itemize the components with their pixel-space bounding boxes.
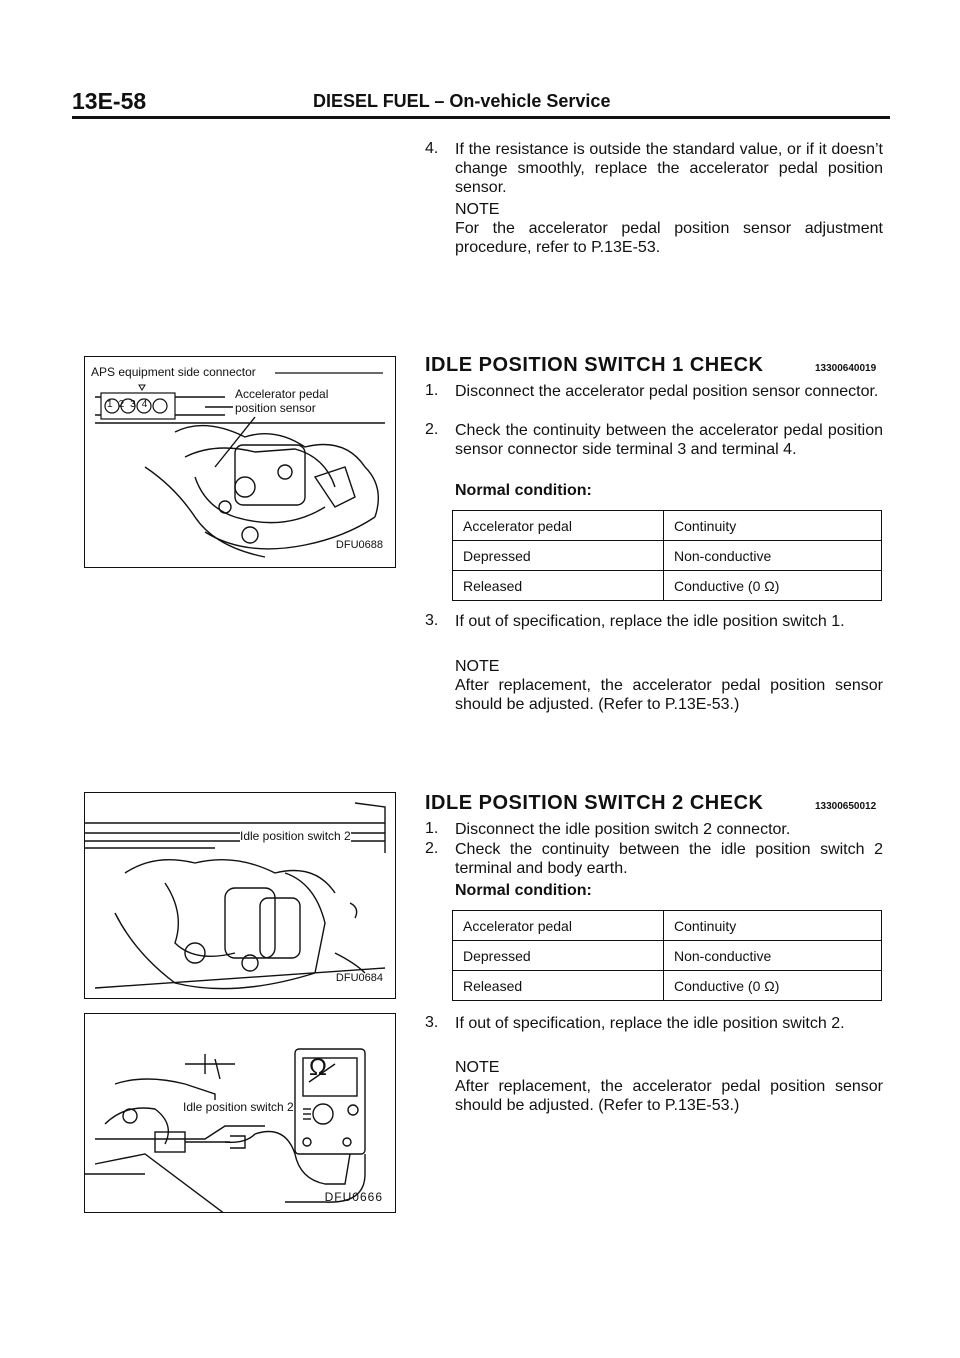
table-row	[453, 541, 882, 571]
step-text: Check the continuity between the idle position switch 2 terminal and body earth.	[455, 841, 883, 877]
figure-code: DFU0688	[335, 539, 383, 551]
section1-heading: IDLE POSITION SWITCH 1 CHECK	[425, 354, 764, 376]
ohm-symbol: Ω	[309, 1054, 327, 1081]
pin-label: 1	[107, 399, 119, 410]
section1-code: 13300640019	[815, 363, 877, 374]
step-text: Check the continuity between the accelerator pedal position sensor connector side terminal 3 and terminal 4.	[455, 422, 883, 458]
note-label: NOTE	[455, 1059, 500, 1076]
figure-aps-connector	[84, 356, 396, 568]
step-number: 2.	[425, 840, 439, 857]
table-cell: Non-conductive	[664, 941, 882, 971]
pin-label: 3	[130, 399, 142, 410]
step-text: Disconnect the accelerator pedal position sensor connector.	[455, 383, 879, 400]
note-label: NOTE	[455, 201, 500, 218]
table-row	[453, 971, 882, 1001]
note-label: NOTE	[455, 658, 500, 675]
pin-numbers	[107, 399, 153, 410]
step-number: 2.	[425, 421, 439, 438]
table-cell: Conductive (0 Ω)	[664, 971, 882, 1001]
switch-label: Idle position switch 2	[240, 829, 351, 843]
connector-label: APS equipment side connector	[91, 365, 256, 379]
step-number: 3.	[425, 612, 439, 629]
page-title: DIESEL FUEL – On-vehicle Service	[313, 91, 611, 111]
table-header-row	[453, 511, 882, 541]
header-rule	[72, 116, 890, 119]
note-text: For the accelerator pedal position sensor adjustment procedure, refer to P.13E-53.	[455, 220, 883, 256]
step-number: 4.	[425, 140, 439, 157]
table-cell: Depressed	[453, 541, 664, 571]
pin-label: 2	[118, 399, 131, 410]
switch-label: Idle position switch 2	[183, 1100, 294, 1114]
spec-table	[452, 910, 882, 1001]
table-header-cell: Accelerator pedal	[453, 511, 664, 541]
table-header-cell: Continuity	[664, 511, 882, 541]
figure-idle-switch-location	[84, 792, 396, 999]
figure-code: DFU0666	[324, 1190, 383, 1204]
sensor-label: Accelerator pedal	[235, 387, 329, 401]
figure-code: DFU0684	[335, 972, 383, 984]
spec-table	[452, 510, 882, 601]
table-header-row	[453, 911, 882, 941]
table-cell: Released	[453, 571, 664, 601]
step-number: 1.	[425, 820, 439, 837]
step-number: 3.	[425, 1014, 439, 1031]
step-text: If out of specification, replace the idle position switch 2.	[455, 1015, 845, 1032]
sensor-label: position sensor	[235, 401, 316, 415]
table-header-cell: Accelerator pedal	[453, 911, 664, 941]
pin-label: 4	[141, 399, 154, 410]
step-text: Disconnect the idle position switch 2 connector.	[455, 821, 791, 838]
engine-illustration	[85, 793, 395, 998]
figure-ohmmeter-check	[84, 1013, 396, 1213]
normal-condition-label: Normal condition:	[455, 882, 592, 899]
normal-condition-label: Normal condition:	[455, 482, 592, 499]
table-row	[453, 941, 882, 971]
table-header-cell: Continuity	[664, 911, 882, 941]
step-text: If out of specification, replace the idle position switch 1.	[455, 613, 845, 630]
intro-step-text: If the resistance is outside the standard value, or if it doesn’t change smoothly, replace the accelerator pedal position sensor.	[455, 141, 883, 196]
table-cell: Depressed	[453, 941, 664, 971]
step-number: 1.	[425, 382, 439, 399]
section2-code: 13300650012	[815, 801, 877, 812]
table-cell: Released	[453, 971, 664, 1001]
page-code: 13E-58	[72, 88, 147, 114]
table-row	[453, 571, 882, 601]
section2-heading: IDLE POSITION SWITCH 2 CHECK	[425, 792, 764, 814]
note-text: After replacement, the accelerator pedal position sensor should be adjusted. (Refer to P.13E-53.)	[455, 677, 883, 713]
table-cell: Non-conductive	[664, 541, 882, 571]
note-text: After replacement, the accelerator pedal position sensor should be adjusted. (Refer to P.13E-53.)	[455, 1078, 883, 1114]
table-cell: Conductive (0 Ω)	[664, 571, 882, 601]
